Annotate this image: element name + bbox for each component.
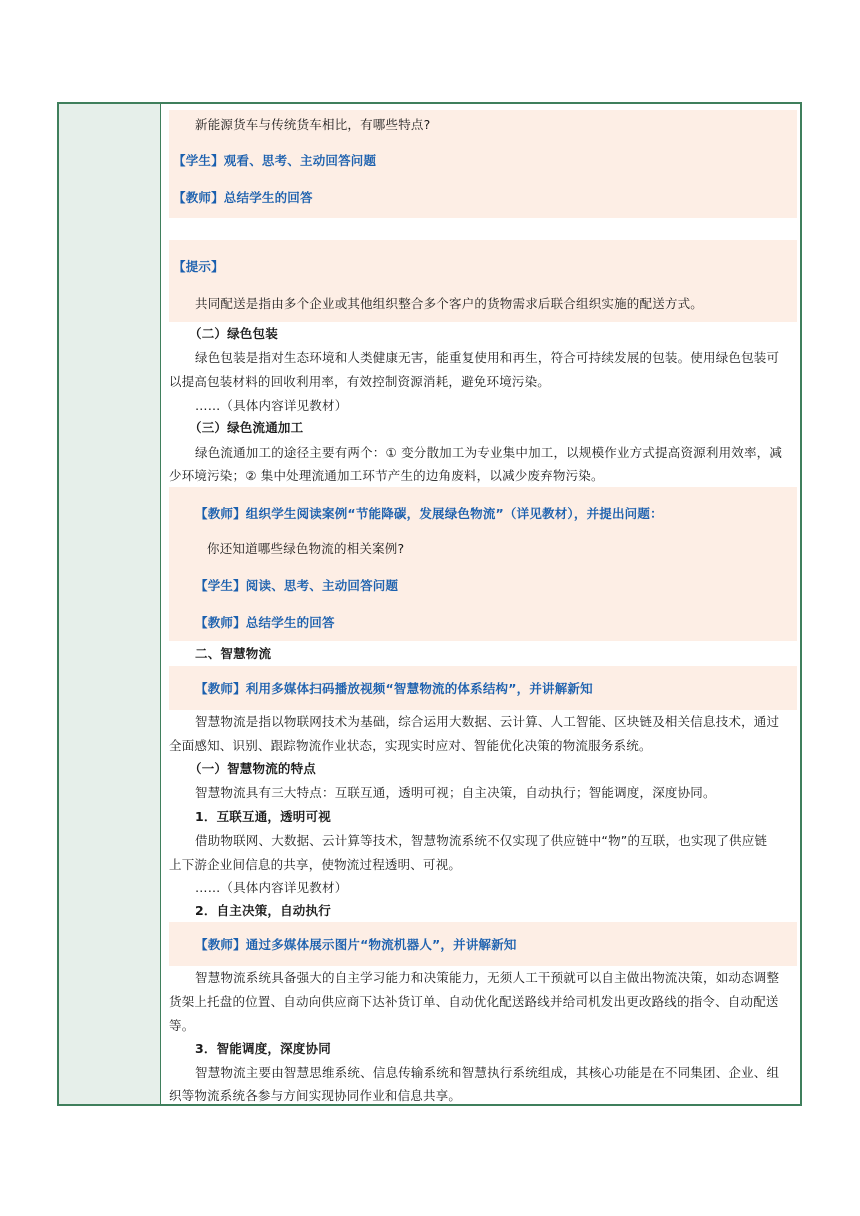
heading-smart-logistics: 二、智慧物流 [195, 646, 272, 661]
paragraph-autonomous-3: 等。 [169, 1018, 195, 1033]
heading-interconnection: 1．互联互通，透明可视 [195, 809, 331, 824]
paragraph-smart-dispatch-2: 织等物流系统各参与方间实现协同作业和信息共享。 [169, 1088, 462, 1103]
teacher-case-instruction: 【教师】组织学生阅读案例“节能降碳，发展绿色物流”（详见教材），并提出问题： [195, 506, 663, 521]
paragraph-smart-logistics-2: 全面感知、识别、跟踪物流作业状态，实现实时应对、智能优化决策的物流服务系统。 [169, 738, 652, 753]
heading-smart-dispatch: 3．智能调度，深度协同 [195, 1041, 331, 1056]
student-reading-activity: 【学生】阅读、思考、主动回答问题 [195, 578, 399, 593]
heading-autonomous-decision: 2．自主决策，自动执行 [195, 903, 331, 918]
paragraph-autonomous-2: 货架上托盘的位置、自动向供应商下达补货订单、自动优化配送路线并给司机发出更改路线的指令、自动配送 [169, 994, 779, 1009]
hint-text: 共同配送是指由多个企业或其他组织整合多个客户的货物需求后联合组织实施的配送方式。 [195, 296, 704, 311]
hint-label: 【提示】 [173, 259, 224, 274]
teacher-robot-instruction: 【教师】通过多媒体展示图片“物流机器人”，并讲解新知 [195, 937, 517, 952]
paragraph-green-processing-2: 少环境污染；② 集中处理流通加工环节产生的边角废料，以减少废弃物污染。 [169, 468, 604, 483]
paragraph-green-processing-1: 绿色流通加工的途径主要有两个：① 变分散加工为专业集中加工，以规模作业方式提高资源利用效率，减 [195, 445, 783, 460]
heading-smart-features: （一）智慧物流的特点 [189, 761, 317, 776]
paragraph-autonomous-1: 智慧物流系统具备强大的自主学习能力和决策能力，无须人工干预就可以自主做出物流决策，如动态调整 [195, 970, 780, 985]
teacher-video-instruction: 【教师】利用多媒体扫码播放视频“智慧物流的体系结构”，并讲解新知 [195, 681, 593, 696]
paragraph-interconnection-2: 上下游企业间信息的共享，使物流过程透明、可视。 [169, 857, 462, 872]
paragraph-smart-features: 智慧物流具有三大特点：互联互通，透明可视；自主决策，自动执行；智能调度，深度协同。 [195, 785, 716, 800]
see-textbook-note: ……（具体内容详见教材） [195, 398, 348, 413]
case-question: 你还知道哪些绿色物流的相关案例? [207, 541, 405, 556]
table-left-column [59, 104, 161, 1104]
paragraph-green-packaging-2: 以提高包装材料的回收利用率，有效控制资源消耗，避免环境污染。 [169, 374, 551, 389]
paragraph-interconnection-1: 借助物联网、大数据、云计算等技术，智慧物流系统不仅实现了供应链中“物”的互联，也实现了供应链 [195, 833, 768, 848]
paragraph-smart-dispatch-1: 智慧物流主要由智慧思维系统、信息传输系统和智慧执行系统组成，其核心功能是在不同集团、企业、组 [195, 1065, 780, 1080]
see-textbook-note-2: ……（具体内容详见教材） [195, 880, 348, 895]
heading-green-processing: （三）绿色流通加工 [189, 420, 304, 435]
paragraph-smart-logistics-1: 智慧物流是指以物联网技术为基础，综合运用大数据、云计算、人工智能、区块链及相关信息技术，通过 [195, 714, 780, 729]
paragraph-green-packaging-1: 绿色包装是指对生态环境和人类健康无害，能重复使用和再生，符合可持续发展的包装。使用绿色包装可 [195, 350, 780, 365]
lesson-table [57, 102, 802, 1106]
teacher-summary-2: 【教师】总结学生的回答 [195, 615, 335, 630]
question-text: 新能源货车与传统货车相比，有哪些特点? [195, 117, 431, 132]
student-activity: 【学生】观看、思考、主动回答问题 [173, 153, 377, 168]
teacher-summary: 【教师】总结学生的回答 [173, 190, 313, 205]
heading-green-packaging: （二）绿色包装 [189, 326, 278, 341]
